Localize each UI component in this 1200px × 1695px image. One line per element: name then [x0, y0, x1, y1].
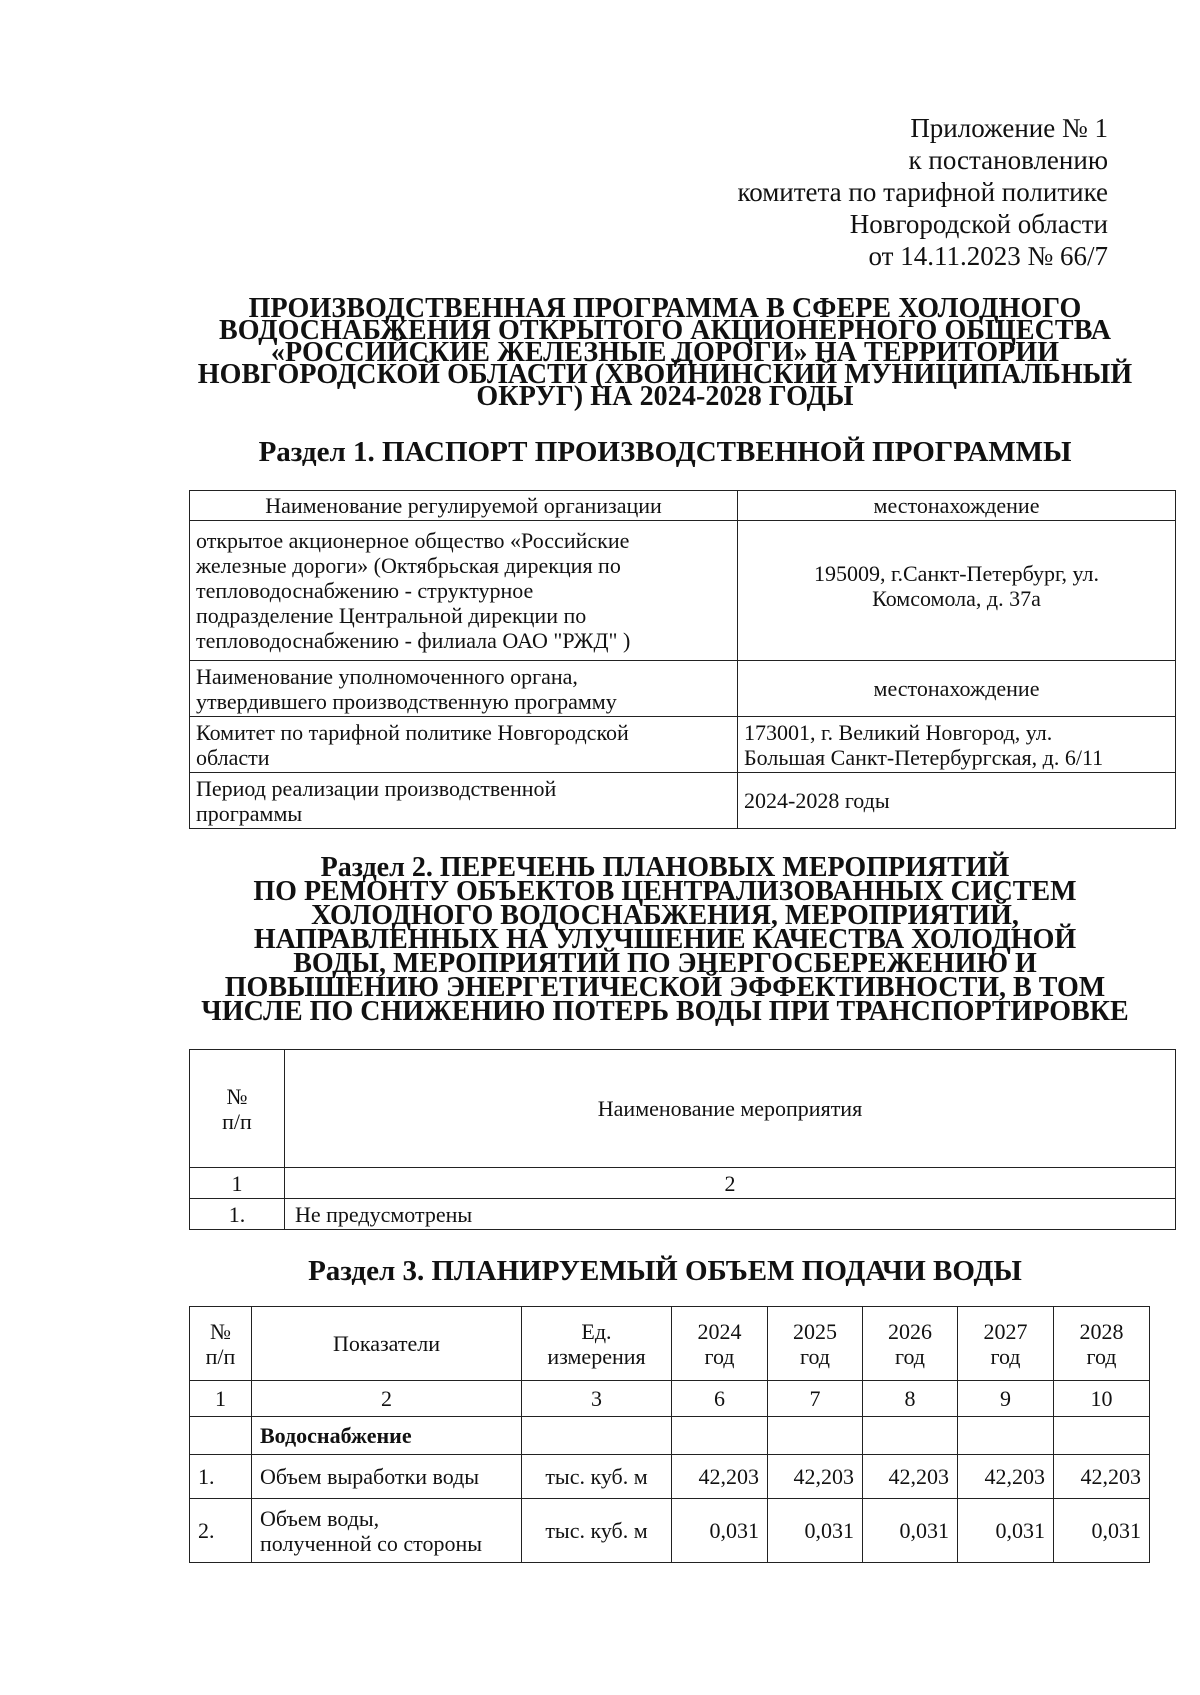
table-header-cell: Наименование мероприятия — [285, 1050, 1176, 1168]
org-name-line: подразделение Центральной дирекции по — [196, 603, 587, 628]
authority-address-line: 173001, г. Великий Новгород, ул. — [744, 719, 1053, 745]
org-name-line: открытое акционерное общество «Российские — [196, 528, 630, 553]
table-header-cell — [190, 1307, 252, 1381]
index-cell: 3 — [522, 1381, 672, 1417]
appendix-line: Новгородской области — [849, 209, 1108, 239]
water-volume-table — [189, 1306, 1150, 1563]
indicator-cell: Объем выработки воды — [252, 1455, 522, 1499]
empty-cell — [863, 1417, 958, 1455]
section2-title-line: Раздел 2. ПЕРЕЧЕНЬ ПЛАНОВЫХ МЕРОПРИЯТИЙ — [320, 852, 1010, 883]
year-suffix: год — [799, 1343, 831, 1369]
indicator-line: полученной со стороны — [260, 1530, 483, 1556]
row-number-cell: 2. — [190, 1499, 252, 1563]
table-row — [190, 1381, 1150, 1417]
authority-header-line: утвердившего производственную программу — [196, 688, 617, 714]
appendix-line: к постановлению — [908, 145, 1108, 175]
value-cell: 0,031 — [768, 1499, 863, 1563]
empty-cell — [1054, 1417, 1150, 1455]
authority-name-cell — [190, 717, 738, 773]
year-header-cell — [1054, 1307, 1150, 1381]
org-address-line: 195009, г.Санкт-Петербург, ул. — [813, 561, 1100, 586]
year-header-cell — [863, 1307, 958, 1381]
authority-location-header-cell: местонахождение — [738, 661, 1176, 717]
header-line: п/п — [205, 1343, 236, 1369]
title-line: ВОДОСНАБЖЕНИЯ ОТКРЫТОГО АКЦИОНЕРНОГО ОБЩЕСТВА — [218, 315, 1112, 346]
index-cell: 1 — [190, 1381, 252, 1417]
value-cell: 0,031 — [672, 1499, 768, 1563]
index-cell: 1 — [190, 1168, 285, 1199]
value-cell: 42,203 — [768, 1455, 863, 1499]
table-row — [190, 773, 1176, 829]
table-row — [190, 1455, 1150, 1499]
index-cell: 10 — [1054, 1381, 1150, 1417]
title-line: НОВГОРОДСКОЙ ОБЛАСТИ (ХВОЙНИНСКИЙ МУНИЦИПАЛЬНЫЙ — [197, 359, 1133, 390]
empty-cell — [190, 1417, 252, 1455]
index-cell: 2 — [252, 1381, 522, 1417]
header-line: № — [210, 1318, 231, 1344]
document-title — [190, 293, 1140, 412]
org-name-line: железные дороги» (Октябрьская дирекция по — [196, 553, 621, 578]
row-number-cell: 1. — [190, 1199, 285, 1230]
authority-header-line: Наименование уполномоченного органа, — [196, 663, 578, 689]
year-suffix: год — [894, 1343, 926, 1369]
period-label-line: программы — [196, 800, 303, 826]
section3-title: Раздел 3. ПЛАНИРУЕМЫЙ ОБЪЕМ ПОДАЧИ ВОДЫ — [308, 1255, 1022, 1287]
section2-title-line: ПО РЕМОНТУ ОБЪЕКТОВ ЦЕНТРАЛИЗОВАННЫХ СИСТЕМ — [253, 876, 1077, 907]
org-name-line: тепловодоснабжению - филиала ОАО "РЖД" ) — [196, 628, 631, 653]
section2-title-line: ПОВЫШЕНИЮ ЭНЕРГЕТИЧЕСКОЙ ЭФФЕКТИВНОСТИ, В ТОМ — [224, 972, 1106, 1003]
passport-table — [189, 490, 1176, 829]
unit-cell: тыс. куб. м — [522, 1455, 672, 1499]
year-suffix: год — [990, 1343, 1021, 1369]
authority-name-line: области — [196, 744, 270, 770]
header-line: № — [226, 1083, 248, 1109]
appendix-line: комитета по тарифной политике — [737, 177, 1108, 207]
value-cell: 0,031 — [958, 1499, 1054, 1563]
value-cell: 42,203 — [863, 1455, 958, 1499]
authority-address-cell — [738, 717, 1176, 773]
year-label: 2028 — [1079, 1318, 1124, 1344]
indicator-line: Объем воды, — [260, 1505, 380, 1531]
authority-address-line: Большая Санкт-Петербургская, д. 6/11 — [744, 744, 1104, 770]
authority-name-line: Комитет по тарифной политике Новгородской — [196, 719, 629, 745]
period-label-cell — [190, 773, 738, 829]
appendix-block — [588, 112, 1108, 272]
indicator-cell — [252, 1499, 522, 1563]
table-header-cell — [190, 1050, 285, 1168]
org-name-cell — [190, 521, 738, 661]
table-header-cell: Наименование регулируемой организации — [190, 491, 738, 521]
table-row — [190, 1417, 1150, 1455]
period-label-line: Период реализации производственной — [196, 775, 557, 801]
year-label: 2025 — [793, 1318, 837, 1344]
value-cell: 0,031 — [1054, 1499, 1150, 1563]
title-line: ПРОИЗВОДСТВЕННАЯ ПРОГРАММА В СФЕРЕ ХОЛОДНОГО — [248, 293, 1082, 324]
measure-name-cell: Не предусмотрены — [285, 1199, 1176, 1230]
header-line: измерения — [547, 1343, 646, 1369]
value-cell: 42,203 — [958, 1455, 1054, 1499]
table-header-cell: местонахождение — [738, 491, 1176, 521]
row-number-cell: 1. — [190, 1455, 252, 1499]
year-header-cell — [958, 1307, 1054, 1381]
year-suffix: год — [704, 1343, 735, 1369]
section2-title-line: ВОДЫ, МЕРОПРИЯТИЙ ПО ЭНЕРГОСБЕРЕЖЕНИЮ И — [293, 948, 1037, 979]
authority-header-cell — [190, 661, 738, 717]
header-line: п/п — [222, 1108, 252, 1134]
value-cell: 0,031 — [863, 1499, 958, 1563]
title-line: ОКРУГ) НА 2024-2028 ГОДЫ — [476, 381, 854, 412]
table-row — [190, 1499, 1150, 1563]
empty-cell — [672, 1417, 768, 1455]
title-line: «РОССИЙСКИЕ ЖЕЛЕЗНЫЕ ДОРОГИ» НА ТЕРРИТОРИИ — [270, 337, 1060, 368]
table-row — [190, 1050, 1176, 1168]
org-name-line: тепловодоснабжению - структурное — [196, 578, 534, 603]
table-row — [190, 661, 1176, 717]
index-cell: 6 — [672, 1381, 768, 1417]
index-cell: 8 — [863, 1381, 958, 1417]
table-row — [190, 1199, 1176, 1230]
measures-table — [189, 1049, 1176, 1230]
year-suffix: год — [1086, 1343, 1117, 1369]
section2-title-line: ХОЛОДНОГО ВОДОСНАБЖЕНИЯ, МЕРОПРИЯТИЙ, — [311, 900, 1019, 931]
year-label: 2026 — [888, 1318, 932, 1344]
section2-title-line: ЧИСЛЕ ПО СНИЖЕНИЮ ПОТЕРЬ ВОДЫ ПРИ ТРАНСПОРТИРОВКЕ — [201, 996, 1129, 1027]
table-row — [190, 1168, 1176, 1199]
appendix-line: от 14.11.2023 № 66/7 — [868, 241, 1108, 271]
appendix-line: Приложение № 1 — [910, 113, 1108, 143]
year-label: 2024 — [697, 1318, 742, 1344]
value-cell: 42,203 — [672, 1455, 768, 1499]
table-row — [190, 717, 1176, 773]
table-header-cell — [522, 1307, 672, 1381]
empty-cell — [958, 1417, 1054, 1455]
unit-cell: тыс. куб. м — [522, 1499, 672, 1563]
section2-title-line: НАПРАВЛЕННЫХ НА УЛУЧШЕНИЕ КАЧЕСТВА ХОЛОДНОЙ — [253, 924, 1077, 955]
empty-cell — [768, 1417, 863, 1455]
index-cell: 2 — [285, 1168, 1176, 1199]
empty-cell — [522, 1417, 672, 1455]
index-cell: 7 — [768, 1381, 863, 1417]
period-value-cell: 2024-2028 годы — [738, 773, 1176, 829]
table-header-cell: Показатели — [252, 1307, 522, 1381]
value-cell: 42,203 — [1054, 1455, 1150, 1499]
section1-title: Раздел 1. ПАСПОРТ ПРОИЗВОДСТВЕННОЙ ПРОГРАММЫ — [258, 436, 1072, 468]
table-row — [190, 521, 1176, 661]
year-label: 2027 — [983, 1318, 1028, 1344]
org-address-cell — [738, 521, 1176, 661]
year-header-cell — [672, 1307, 768, 1381]
org-address-line: Комсомола, д. 37а — [872, 586, 1041, 611]
group-label-cell: Водоснабжение — [252, 1417, 522, 1455]
index-cell: 9 — [958, 1381, 1054, 1417]
year-header-cell — [768, 1307, 863, 1381]
section2-title — [180, 852, 1150, 1027]
table-row — [190, 1307, 1150, 1381]
header-line: Ед. — [581, 1318, 612, 1344]
table-row — [190, 491, 1176, 521]
